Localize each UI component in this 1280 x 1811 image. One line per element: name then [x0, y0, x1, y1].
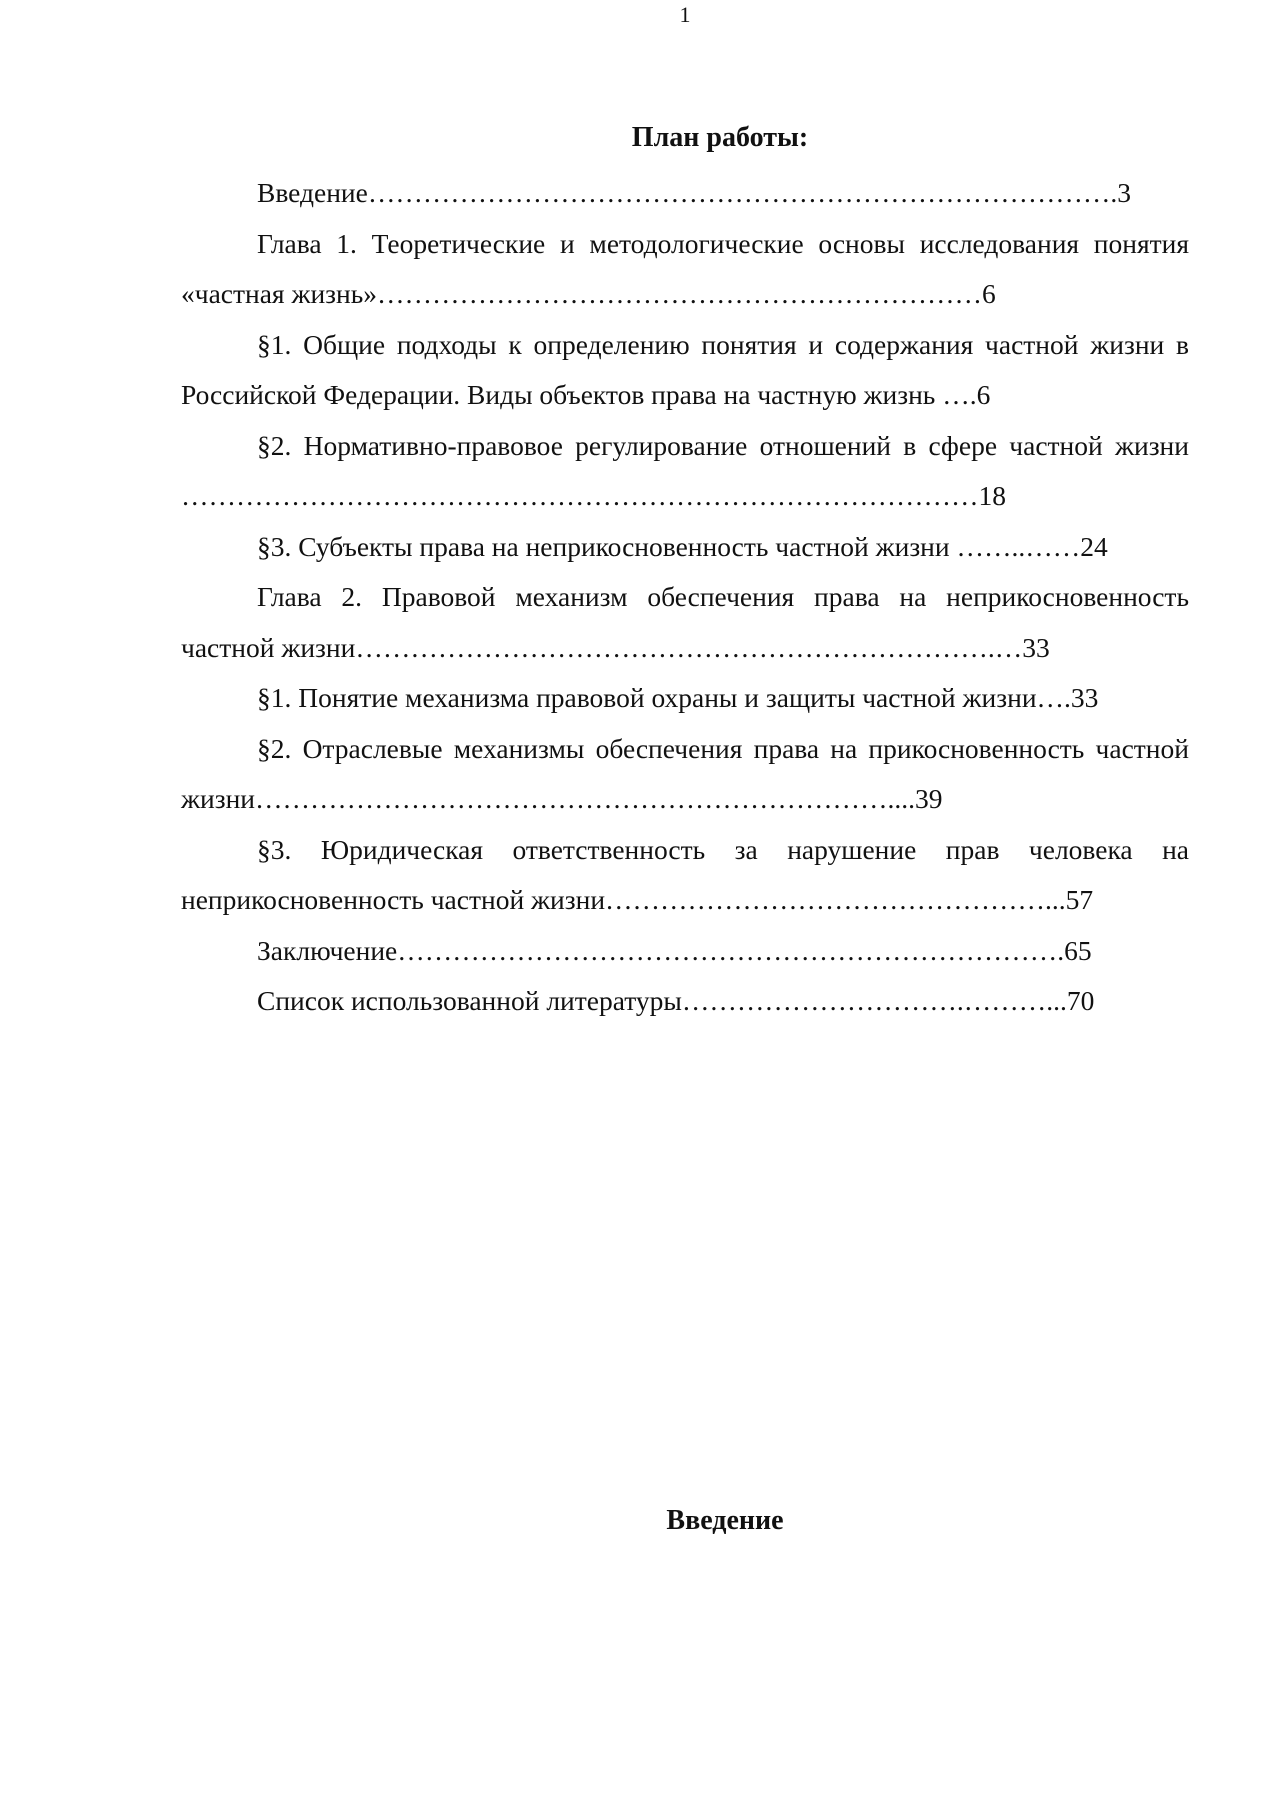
- toc-entry-chapter-1-section-3: §3. Субъекты права на неприкосновенность частной жизни ……..……24: [257, 530, 1108, 562]
- section-heading-introduction: Введение: [666, 1505, 784, 1536]
- toc-entry-chapter-1: Глава 1. Теоретические и методологические основы исследования понятия «частная жизнь»…………………………………………………………6: [181, 227, 1189, 309]
- toc-entry-chapter-2: Глава 2. Правовой механизм обеспечения права на неприкосновенность частной жизни…………………………………………………………….…33: [181, 581, 1189, 663]
- toc-entry-bibliography: Список использованной литературы………………………….………...70: [257, 985, 1095, 1016]
- toc-entry-introduction: Введение……………………………………………………………………….3: [257, 177, 1131, 208]
- page-number: 1: [679, 2, 691, 27]
- table-of-contents: [181, 168, 1189, 1027]
- toc-entry-chapter-2-section-2: §2. Отраслевые механизмы обеспечения права на прикосновенность частной жизни……………………………………………………………....39: [181, 732, 1189, 814]
- toc-entry-chapter-1-section-1: §1. Общие подходы к определению понятия и содержания частной жизни в Российской Федерации. Виды объектов права на частную жизнь ….6: [181, 328, 1189, 410]
- toc-title: План работы:: [631, 122, 809, 153]
- toc-entry-conclusion: Заключение……………………………………………………………….65: [257, 934, 1092, 966]
- toc-entry-chapter-2-section-1: §1. Понятие механизма правовой охраны и защиты частной жизни….33: [257, 682, 1099, 713]
- toc-entry-chapter-2-section-3: §3. Юридическая ответственность за нарушение прав человека на неприкосновенность частной жизни…………………………………………...57: [181, 833, 1189, 915]
- toc-entry-chapter-1-section-2: §2. Нормативно-правовое регулирование отношений в сфере частной жизни ……………………………………………………………………………18: [181, 429, 1189, 511]
